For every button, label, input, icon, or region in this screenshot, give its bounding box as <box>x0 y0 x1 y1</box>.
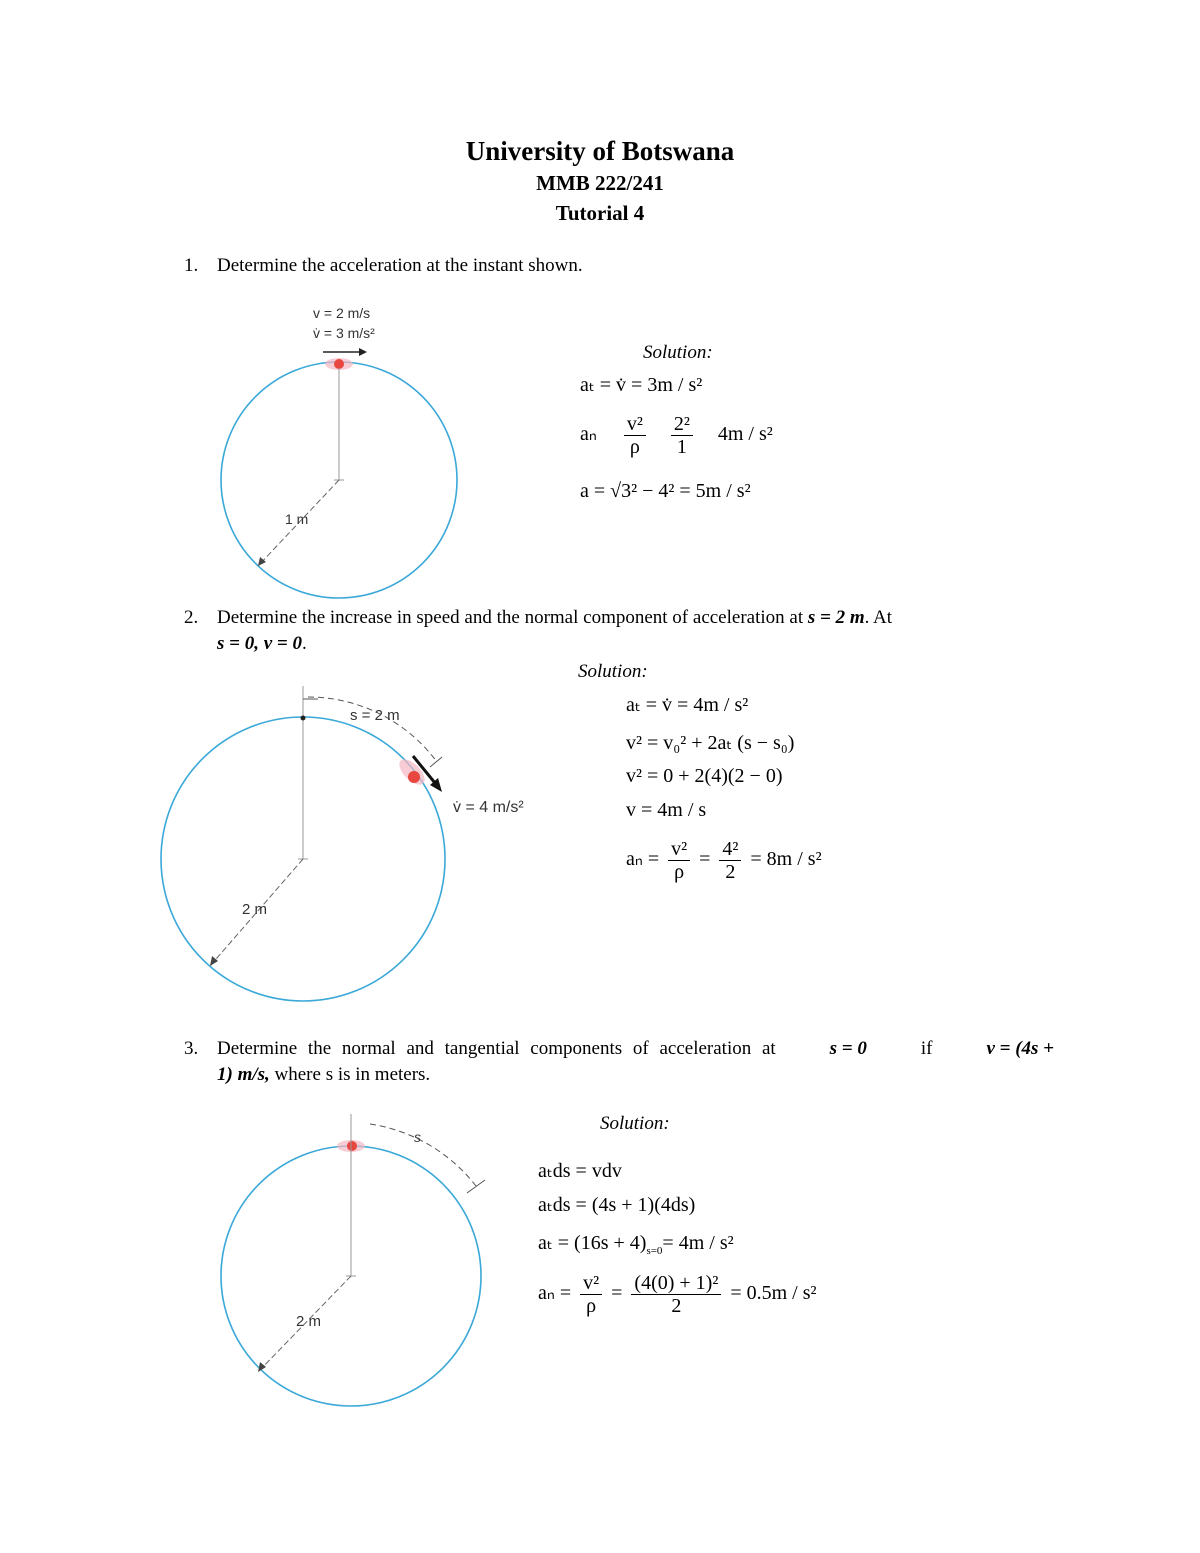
math-inline: 1) m/s, <box>217 1064 270 1085</box>
solution-label: Solution: <box>643 342 713 363</box>
vdot-label: v̇ = 3 m/s² <box>313 325 375 341</box>
an-lhs: aₙ <box>580 423 597 446</box>
an-lhs: aₙ = <box>626 848 660 871</box>
s-label: s <box>414 1129 421 1145</box>
denominator: ρ <box>674 861 685 883</box>
s-dimension-arc <box>370 1124 476 1186</box>
equation-at: aₜ = v̇ = 3m / s² <box>580 374 703 396</box>
fraction <box>631 1272 721 1317</box>
math-inline: s = 0 <box>829 1038 867 1059</box>
problem-number: 3. <box>184 1038 199 1059</box>
particle <box>347 1141 357 1151</box>
vdot-label: v̇ = 4 m/s² <box>453 799 524 816</box>
equation-a: a = √3² − 4² = 5m / s² <box>580 480 751 502</box>
fraction <box>580 1272 602 1317</box>
equation-1: aₜds = vdv <box>538 1160 622 1182</box>
equation-2: aₜds = (4s + 1)(4ds) <box>538 1194 696 1216</box>
text-part: where s is in meters. <box>274 1064 431 1085</box>
radius-label: 1 m <box>285 511 309 527</box>
equals-sign: = <box>611 1282 623 1305</box>
an-lhs: aₙ = <box>538 1282 572 1305</box>
an-rhs: 4m / s² <box>717 423 773 446</box>
math-inline: v = (4s + <box>986 1038 1054 1059</box>
denominator: ρ <box>629 436 640 458</box>
equation-4: v = 4m / s <box>626 799 707 821</box>
v-label: v = 2 m/s <box>313 305 371 321</box>
radius-label: 2 m <box>242 901 268 918</box>
solution-label: Solution: <box>578 661 648 682</box>
text-part: . At <box>864 607 893 628</box>
text-part: if <box>920 1038 933 1059</box>
numerator: (4(0) + 1)² <box>631 1272 721 1295</box>
equation-3 <box>538 1230 734 1257</box>
numerator: v² <box>624 413 646 436</box>
s-dimension-tick <box>467 1180 485 1193</box>
s-label: s = 2 m <box>350 707 400 724</box>
numerator: v² <box>580 1272 602 1295</box>
text-part: Determine the normal and tangential components of acceleration at <box>217 1038 776 1059</box>
eq3-rhs: = 4m / s² <box>662 1232 734 1254</box>
numerator: 2² <box>671 413 693 436</box>
equation-2: v² = v₀² + 2aₜ (s − s₀) <box>626 732 795 754</box>
math-inline: s = 0, v = 0 <box>217 633 302 654</box>
math-inline: s = 2 m <box>807 607 865 628</box>
denominator: ρ <box>586 1295 597 1317</box>
eq3-subscript: s=0 <box>646 1245 663 1257</box>
denominator: 2 <box>725 861 736 883</box>
equation-3: v² = 0 + 2(4)(2 − 0) <box>626 765 783 787</box>
problem-number: 2. <box>184 607 199 628</box>
text-part: . <box>301 633 307 654</box>
course-code: MMB 222/241 <box>536 171 664 195</box>
text-part: Determine the increase in speed and the normal component of acceleration at <box>217 607 804 628</box>
tutorial-title: Tutorial 4 <box>555 201 645 225</box>
equals-sign: = <box>699 848 711 871</box>
problem-text: Determine the acceleration at the instant shown. <box>217 255 583 276</box>
eq3-lhs: aₜ = (16s + 4) <box>538 1232 647 1254</box>
denominator: 2 <box>671 1295 682 1317</box>
university-title: University of Botswana <box>465 136 735 166</box>
numerator: v² <box>668 838 690 861</box>
solution-label: Solution: <box>600 1113 670 1134</box>
numerator: 4² <box>719 838 741 861</box>
equation-an <box>538 1272 817 1317</box>
an-rhs: = 8m / s² <box>750 848 822 871</box>
radius-label: 2 m <box>296 1313 322 1330</box>
equation-at: aₜ = v̇ = 4m / s² <box>626 694 749 716</box>
an-rhs: = 0.5m / s² <box>730 1282 817 1305</box>
problem-number: 1. <box>184 255 199 276</box>
denominator: 1 <box>676 436 687 458</box>
